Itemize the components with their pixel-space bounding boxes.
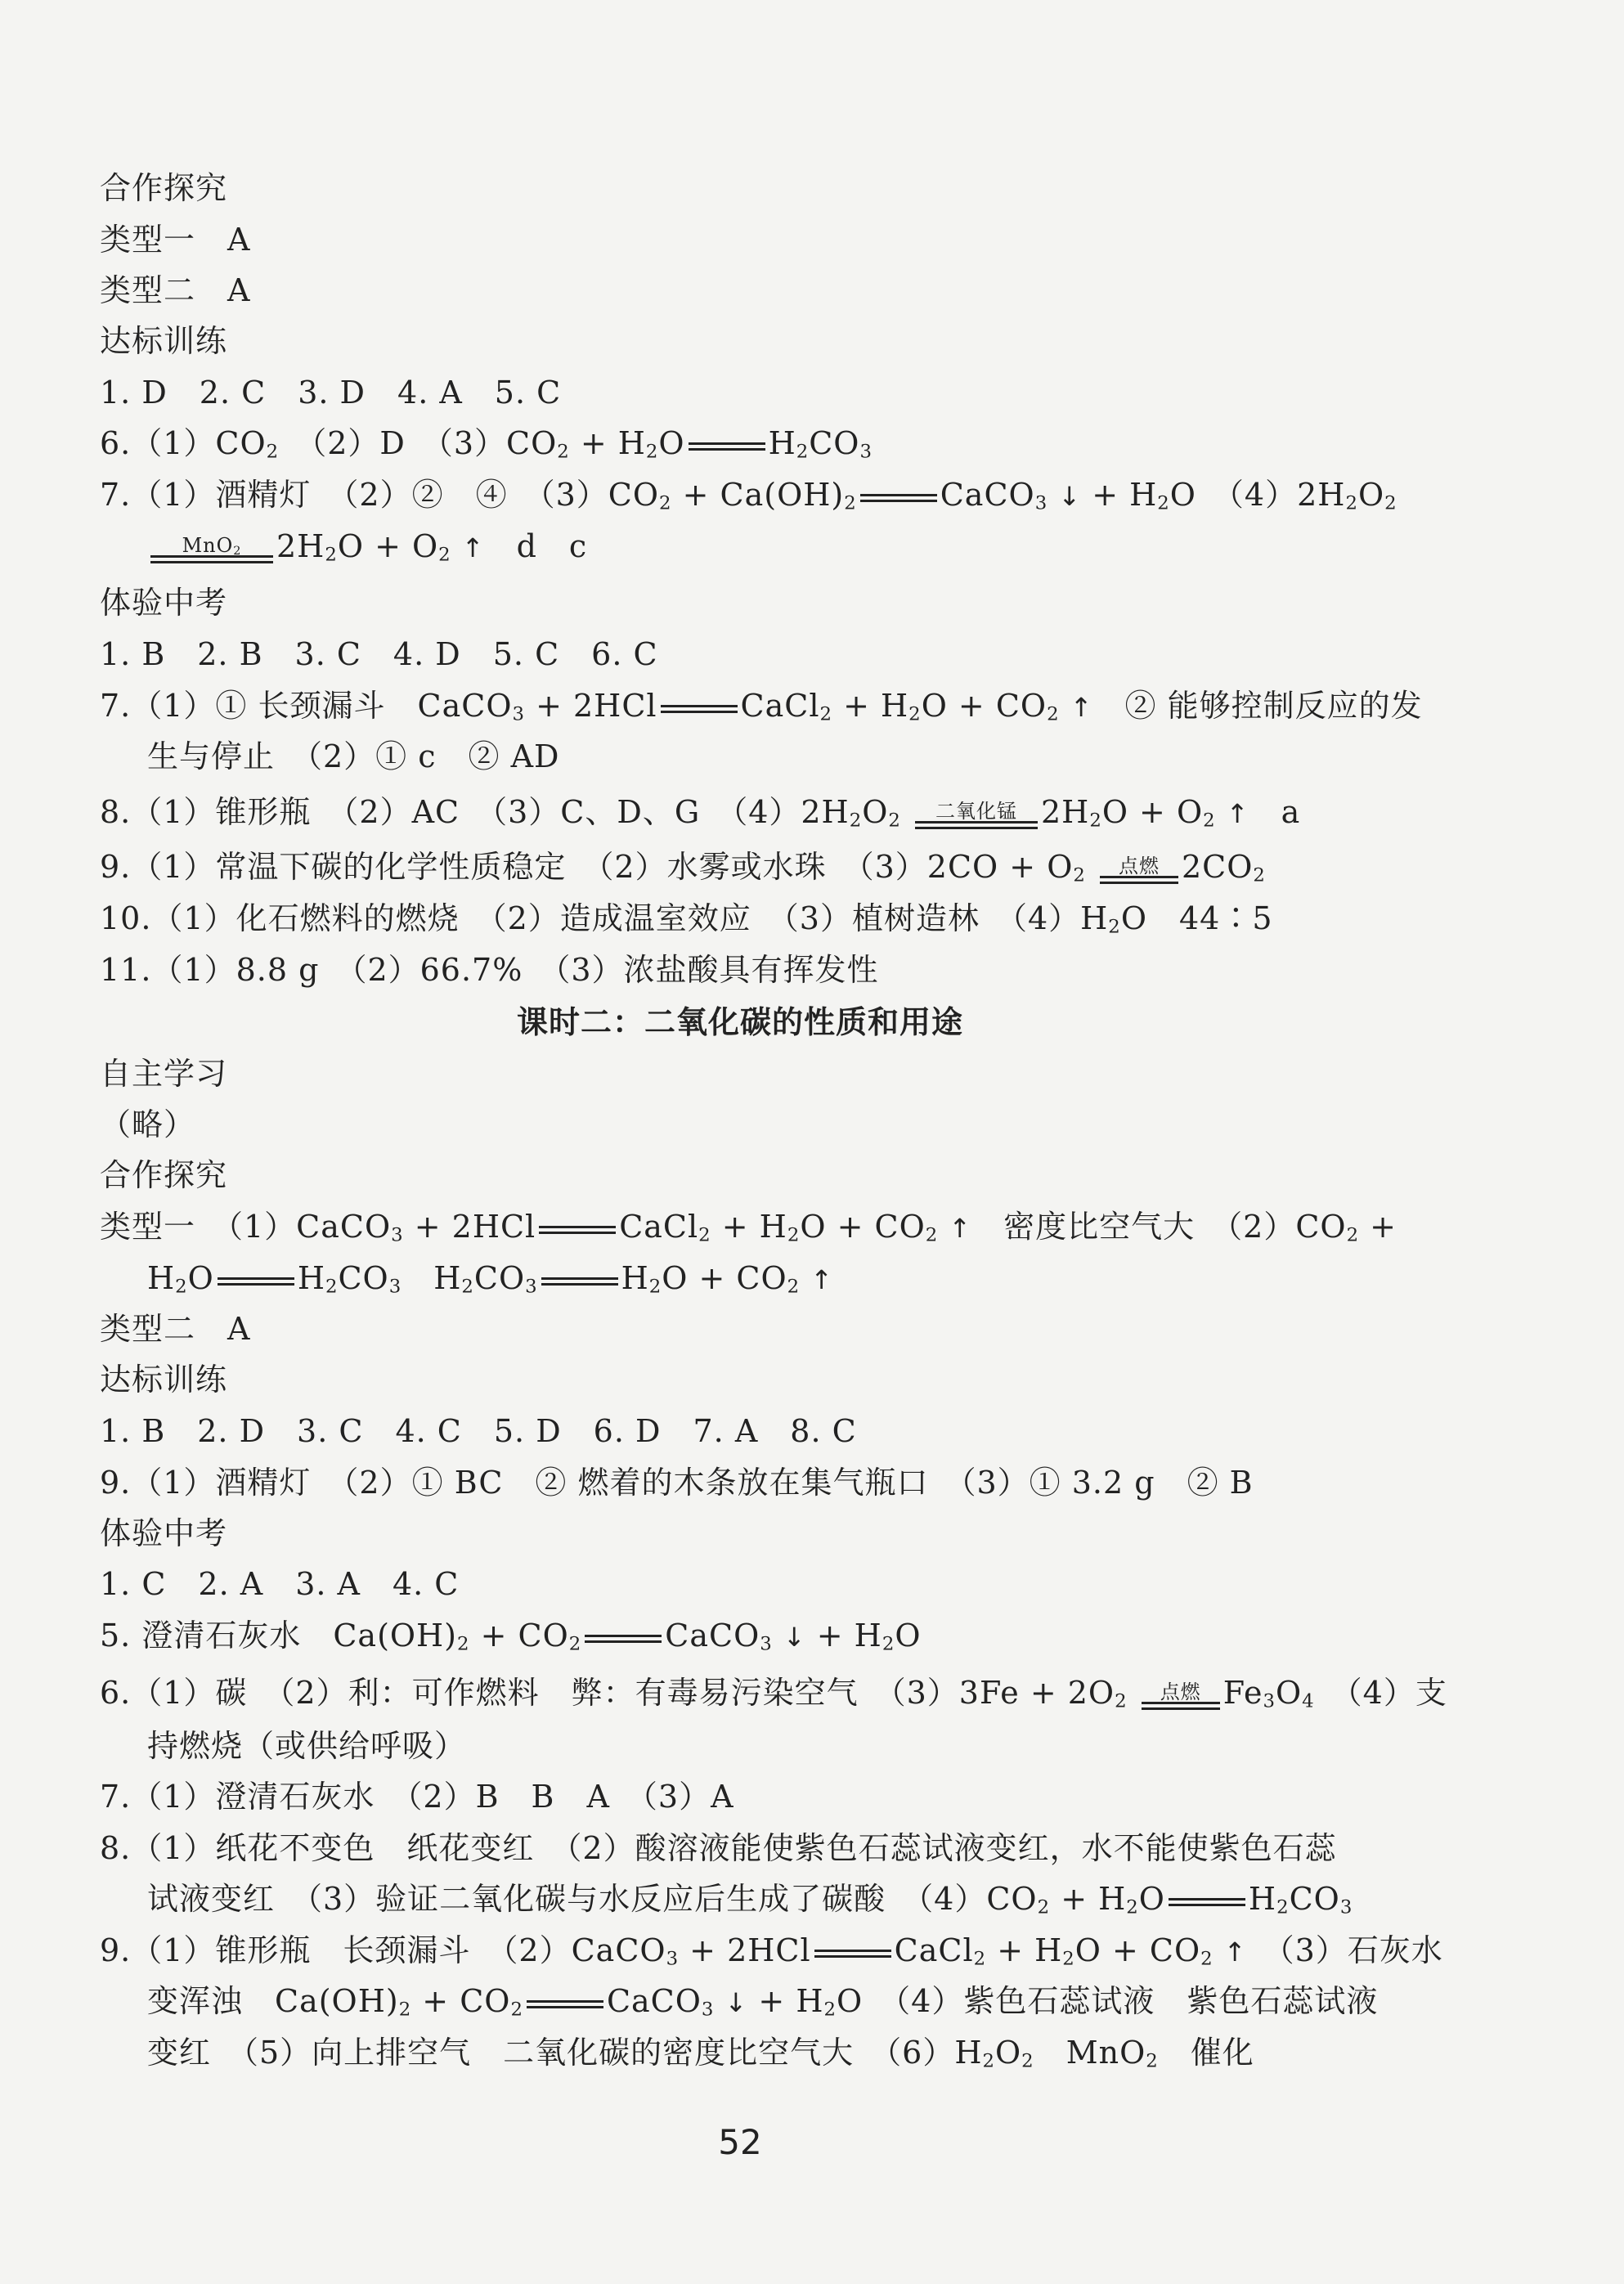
answer-line: 体验中考 bbox=[100, 1515, 228, 1551]
answer-line: MnO$_2$ $2H_2O + O_2$ ↑ d c bbox=[147, 526, 587, 568]
answer-line: 11.（1）8.8 g （2）66.7% （3）浓盐酸具有挥发性 bbox=[100, 952, 879, 988]
answer-line: 类型二 A bbox=[100, 272, 251, 308]
answer-line: 1. C 2. A 3. A 4. C bbox=[100, 1566, 460, 1602]
reaction-condition: MnO$_2$ bbox=[150, 536, 273, 563]
reaction-condition: 点燃 bbox=[1100, 856, 1178, 884]
answer-line: 8.（1）纸花不变色 纸花变红 （2）酸溶液能使紫色石蕊试液变红，水不能使紫色石蕊 bbox=[100, 1830, 1337, 1866]
answer-line: 试液变红 （3）验证二氧化碳与水反应后生成了碳酸 $(4)CO_2 + H_2O$ $H_2CO_3$ bbox=[147, 1881, 1353, 1918]
answer-line: 7.（1）澄清石灰水 （2）B B A （3）A bbox=[100, 1779, 734, 1815]
answer-line: 6.（1）碳 （2）利：可作燃料 弊：有毒易污染空气 $(3)3Fe + 2O_2$ 点燃 $Fe_3O_4$ （4）支 bbox=[100, 1675, 1447, 1712]
answer-line: 持燃烧（或供给呼吸） bbox=[147, 1728, 467, 1764]
answer-line: 9.（1）锥形瓶 长颈漏斗 （2）CaCO$_3$ + 2HCl CaCl$_2$ + $H_2O + CO_2$ ↑ （3）石灰水 bbox=[100, 1932, 1443, 1970]
reaction-condition: 点燃 bbox=[1142, 1682, 1220, 1710]
answer-line: 自主学习 bbox=[100, 1056, 228, 1092]
answer-line: 类型一 （1）CaCO$_3$ + 2HCl CaCl$_2$ + $H_2O + CO_2$ ↑ 密度比空气大 $(2)CO_2$ + bbox=[100, 1209, 1397, 1246]
answer-line: （略） bbox=[100, 1106, 196, 1142]
answer-line: 达标训练 bbox=[100, 1362, 228, 1398]
page-number: 52 bbox=[718, 2122, 762, 2162]
answer-line: 类型二 A bbox=[100, 1311, 251, 1347]
answer-line: 1. B 2. B 3. C 4. D 5. C 6. C bbox=[100, 636, 658, 672]
answer-line: 1. D 2. C 3. D 4. A 5. C bbox=[100, 375, 562, 411]
answer-line: 生与停止 （2）① c ② AD bbox=[147, 738, 560, 774]
answer-line: 9.（1）常温下碳的化学性质稳定 （2）水雾或水珠 $(3)2CO + O_2$ 点燃 $2CO_2$ bbox=[100, 849, 1266, 886]
answer-line: 体验中考 bbox=[100, 585, 228, 621]
reaction-condition: 二氧化锰 bbox=[915, 801, 1038, 829]
answer-line: 8.（1）锥形瓶 （2）AC （3）C、D、G $(4)2H_2O_2$ 二氧化锰 $2H_2O + O_2$ ↑ a bbox=[100, 794, 1301, 832]
answer-line: 1. B 2. D 3. C 4. C 5. D 6. D 7. A 8. C bbox=[100, 1413, 857, 1449]
answer-line: 类型一 A bbox=[100, 222, 251, 258]
answer-line: 9.（1）酒精灯 （2）① BC ② 燃着的木条放在集气瓶口 （3）① 3.2 g ② B bbox=[100, 1465, 1254, 1501]
answer-line: 合作探究 bbox=[100, 170, 228, 206]
section-title: 课时二：二氧化碳的性质和用途 bbox=[516, 1004, 963, 1040]
answer-line: $6.(1)CO_2$ （2）D $(3)CO_2 + H_2O$ $H_2CO_3$ bbox=[100, 425, 873, 463]
answer-line: 达标训练 bbox=[100, 323, 228, 359]
answer-line: 合作探究 bbox=[100, 1157, 228, 1193]
answer-line: $H_2O$ $H_2CO_3$ $H_2CO_3$ $H_2O + CO_2$ ↑ bbox=[147, 1260, 834, 1298]
answer-line: 5. 澄清石灰水 $Ca(OH)_2 + CO_2$ CaCO$_3$ ↓ + $H_2O$ bbox=[100, 1618, 922, 1655]
answer-line: 10.（1）化石燃料的燃烧 （2）造成温室效应 （3）植树造林 $(4)H_2O$ 44∶5 bbox=[100, 900, 1273, 938]
answer-line: 变浑浊 $Ca(OH)_2 + CO_2$ CaCO$_3$ ↓ + $H_2O$ （4）紫色石蕊试液 紫色石蕊试液 bbox=[147, 1983, 1379, 2021]
answer-line: 变红 （5）向上排空气 二氧化碳的密度比空气大 $(6)H_2O_2$ MnO$_2$ 催化 bbox=[147, 2035, 1254, 2072]
answer-line: 7.（1）① 长颈漏斗 CaCO$_3$ + 2HCl CaCl$_2$ + $H_2O + CO_2$ ↑ ② 能够控制反应的发 bbox=[100, 688, 1423, 725]
answer-line: 7.（1）酒精灯 （2）② ④ $(3)CO_2 + Ca(OH)_2$ CaCO$_3$ ↓ + $H_2O$ $(4)2H_2O_2$ bbox=[100, 477, 1397, 514]
